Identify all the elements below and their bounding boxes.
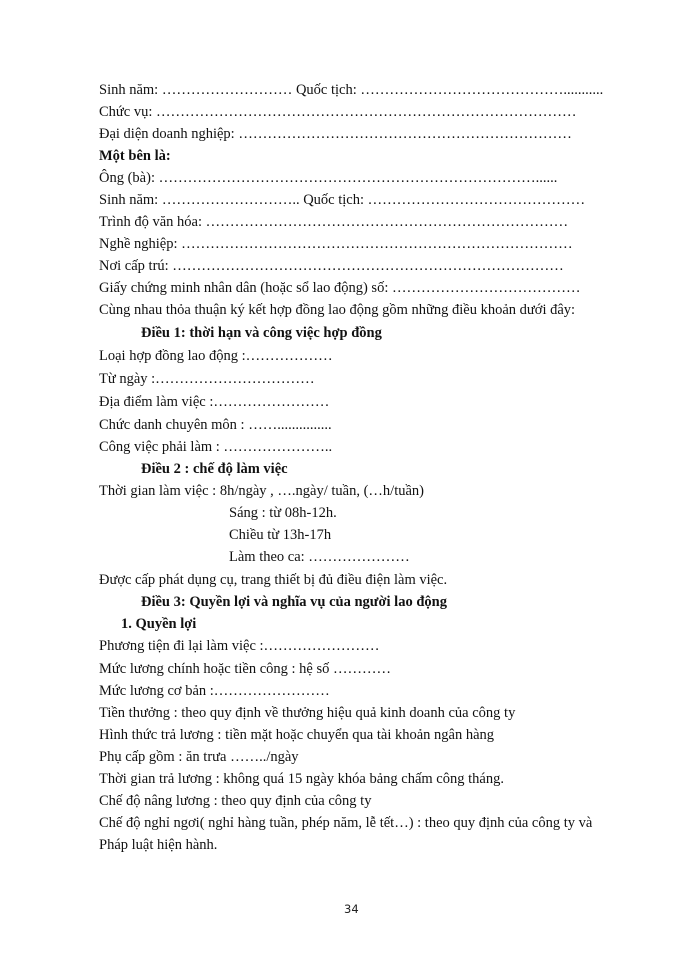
allowance-line: Phụ cấp gồm : ăn trưa ……../ngày (99, 749, 299, 765)
id-card-line: Giấy chứng minh nhân dân (hoặc sổ lao động) số: ………………………………… (99, 280, 581, 296)
birth-year-nationality-line: Sinh năm: ……………………… Quốc tịch: ……………………………………........... (99, 82, 604, 98)
position-line: Chức vụ: …………………………………………………………………………… (99, 104, 577, 120)
base-salary-line: Mức lương cơ bản :…………………… (99, 683, 330, 699)
main-salary-line: Mức lương chính hoặc tiền công : hệ số ………… (99, 661, 391, 677)
job-duties-line: Công việc phải làm : ………………….. (99, 439, 333, 455)
start-date-line: Từ ngày :…………………………… (99, 371, 315, 387)
payment-method-line: Hình thức trả lương : tiền mặt hoặc chuyển qua tài khoản ngân hàng (99, 727, 495, 743)
page-number: 34 (344, 902, 359, 916)
leave-policy-line-cont: Pháp luật hiện hành. (99, 837, 218, 853)
equipment-line: Được cấp phát dụng cụ, trang thiết bị đủ điều điện làm việc. (99, 572, 448, 588)
shift-work-line: Làm theo ca: ………………… (229, 549, 410, 565)
job-title-line: Chức danh chuyên môn : ……............... (99, 417, 332, 433)
workplace-line: Địa điểm làm việc :…………………… (99, 394, 330, 410)
working-hours-line: Thời gian làm việc : 8h/ngày , ….ngày/ tuần, (…h/tuần) (99, 483, 424, 499)
bonus-line: Tiền thưởng : theo quy định về thưởng hiệu quả kinh doanh của công ty (99, 705, 516, 721)
company-representative-line: Đại diện doanh nghiệp: …………………………………………………………… (99, 126, 572, 142)
name-line: Ông (bà): ……………………………………………………………………...... (99, 170, 558, 186)
payment-time-line: Thời gian trả lương : không quá 15 ngày khóa bảng chấm công tháng. (99, 771, 504, 787)
residence-line: Nơi cấp trú: ……………………………………………………………………… (99, 258, 564, 274)
salary-raise-line: Chế độ nâng lương : theo quy định của công ty (99, 793, 372, 809)
benefits-subheading: 1. Quyền lợi (121, 616, 197, 632)
transport-line: Phương tiện đi lại làm việc :…………………… (99, 638, 380, 654)
article-2-heading: Điều 2 : chế độ làm việc (141, 461, 288, 477)
birth-year-nationality-line-2: Sinh năm: ……………………….. Quốc tịch: ……………………………………… (99, 192, 586, 208)
morning-shift-line: Sáng : từ 08h-12h. (229, 505, 337, 521)
education-line: Trình độ văn hóa: ………………………………………………………………… (99, 214, 569, 230)
agreement-intro-line: Cùng nhau thỏa thuận ký kết hợp đồng lao động gồm những điều khoản dưới đây: (99, 302, 576, 318)
contract-type-line: Loại hợp đồng lao động :……………… (99, 348, 333, 364)
article-3-heading: Điều 3: Quyền lợi và nghĩa vụ của người lao động (141, 594, 447, 610)
article-1-heading: Điều 1: thời hạn và công việc hợp đồng (141, 325, 382, 341)
afternoon-shift-line: Chiều từ 13h-17h (229, 527, 332, 543)
leave-policy-line: Chế độ nghỉ ngơi( nghỉ hàng tuần, phép năm, lễ tết…) : theo quy định của công ty và (99, 815, 593, 831)
occupation-line: Nghề nghiệp: ……………………………………………………………………… (99, 236, 573, 252)
party-heading: Một bên là: (99, 148, 171, 164)
